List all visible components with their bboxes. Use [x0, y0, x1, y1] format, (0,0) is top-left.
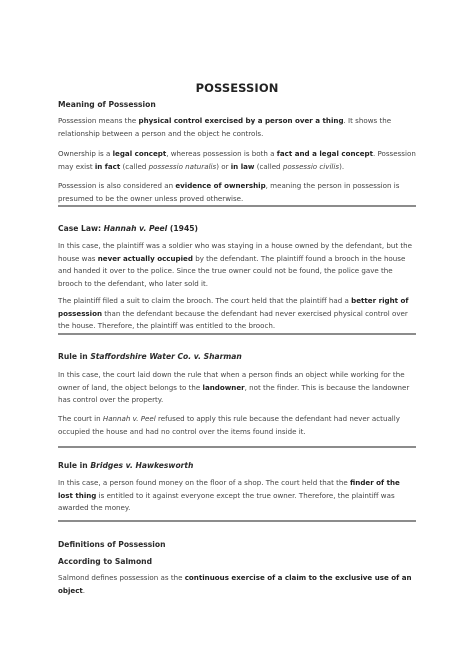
paragraph-evidence-of-ownership: Possession is also considered an evidence of ownership, meaning the person in possession is presumed to be the owner unless proved otherwise. [58, 181, 400, 203]
section-divider [58, 333, 416, 335]
section-divider [58, 520, 416, 522]
heading-rule-bridges: Rule in Bridges v. Hawkesworth [58, 461, 194, 470]
paragraph-hannah-holding: The plaintiff filed a suit to claim the brooch. The court held that the plaintiff had a better right of possession than the defendant because the defendant had never exercised physical control over the house. Therefore, the plaintiff was entitled to the brooch. [58, 296, 409, 330]
section-divider [58, 446, 416, 448]
paragraph-staffordshire-not-applied: The court in Hannah v. Peel refused to apply this rule because the defendant had never actually occupied the house and had no control over the items found inside it. [58, 414, 400, 436]
paragraph-ownership-legal-concept: Ownership is a legal concept, whereas possession is both a fact and a legal concept. Possession may exist in fact (called possessio naturalis) or in law (called possessio civilis). [58, 149, 416, 171]
heading-case-law-hannah-v-peel: Case Law: Hannah v. Peel (1945) [58, 224, 198, 233]
paragraph-possession-definition: Possession means the physical control exercised by a person over a thing. It shows the relationship between a person and the object he controls. [58, 116, 392, 138]
heading-definitions-of-possession: Definitions of Possession [58, 540, 166, 549]
paragraph-hannah-facts: In this case, the plaintiff was a soldier who was staying in a house owned by the defendant, but the house was never actually occupied by the defendant. The plaintiff found a brooch in the house and handed it over to the police. Since the true owner could not be found, the police gave the brooch to the defendant, who later sold it. [58, 241, 413, 288]
section-divider [58, 205, 416, 207]
paragraph-staffordshire-rule: In this case, the court laid down the rule that when a person finds an object while working for the owner of land, the object belongs to the landowner, not the finder. This is because the landowner has control over the property. [58, 370, 410, 404]
heading-rule-staffordshire: Rule in Staffordshire Water Co. v. Sharman [58, 352, 242, 361]
paragraph-salmond-definition: Salmond defines possession as the continuous exercise of a claim to the exclusive use of an object. [58, 573, 412, 595]
subheading-according-to-salmond: According to Salmond [58, 557, 153, 566]
heading-meaning-of-possession: Meaning of Possession [58, 100, 156, 109]
document-title: POSSESSION [195, 81, 279, 95]
paragraph-bridges-holding: In this case, a person found money on the floor of a shop. The court held that the finder of the lost thing is entitled to it against everyone except the true owner. Therefore, the plaintiff was awarded the money. [58, 478, 400, 512]
